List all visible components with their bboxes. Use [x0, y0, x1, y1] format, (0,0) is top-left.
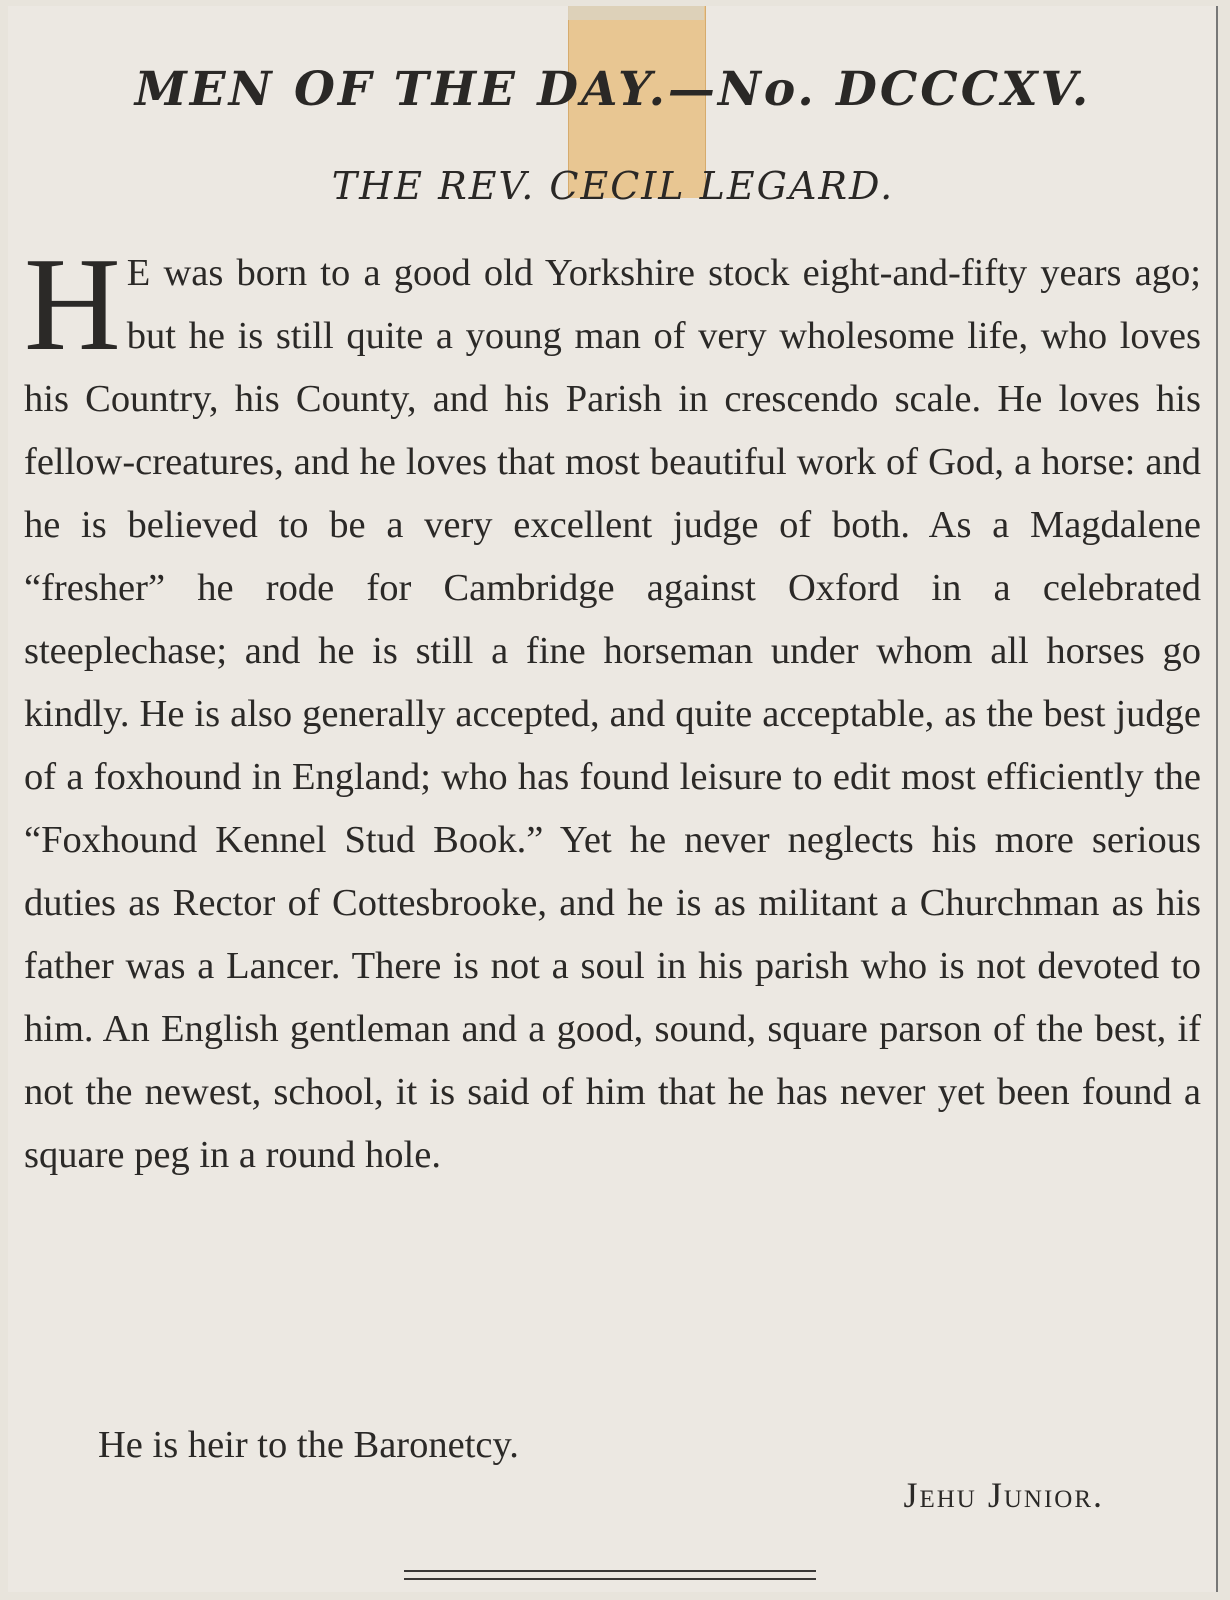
signature: Jehu Junior. — [903, 1475, 1104, 1515]
clipping-sheet — [8, 6, 1218, 1592]
drop-cap: H — [24, 230, 121, 378]
article-body — [24, 230, 1201, 1187]
closing-rule-top — [404, 1570, 816, 1572]
closing-rule-bottom — [404, 1578, 816, 1580]
adhesive-tape-edge — [568, 6, 704, 20]
article-subtitle: THE REV. CECIL LEGARD. — [331, 164, 895, 208]
article-title: MEN OF THE DAY.—No. DCCCXV. — [134, 62, 1092, 117]
article-body-text: E was born to a good old Yorkshire stock eight-and-fifty years ago; but he is still quite a young man of very wholesome life, who loves his Country, his County, and his Parish in crescendo scale. He loves his fellow-creatures, and he loves that most beautiful work of God, a horse: and he is believed to be a very excellent judge of both. As a Magdalene “fresher” he rode for Cambridge against Oxford in a celebrated steeplechase; and he is still a fine horseman under whom all horses go kindly. He is also generally accepted, and quite acceptable, as the best judge of a foxhound in England; who has found leisure to edit most efficiently the “Foxhound Kennel Stud Book.” Yet he never neglects his more serious duties as Rector of Cottesbrooke, and he is as militant a Churchman as his father was a Lancer. There is not a soul in his parish who is not devoted to him. An English gentleman and a good, sound, square parson of the best, if not the newest, school, it is said of him that he has never yet been found a square peg in a round hole. — [24, 252, 1201, 1176]
article-final-line: He is heir to the Baronetcy. — [98, 1424, 519, 1466]
